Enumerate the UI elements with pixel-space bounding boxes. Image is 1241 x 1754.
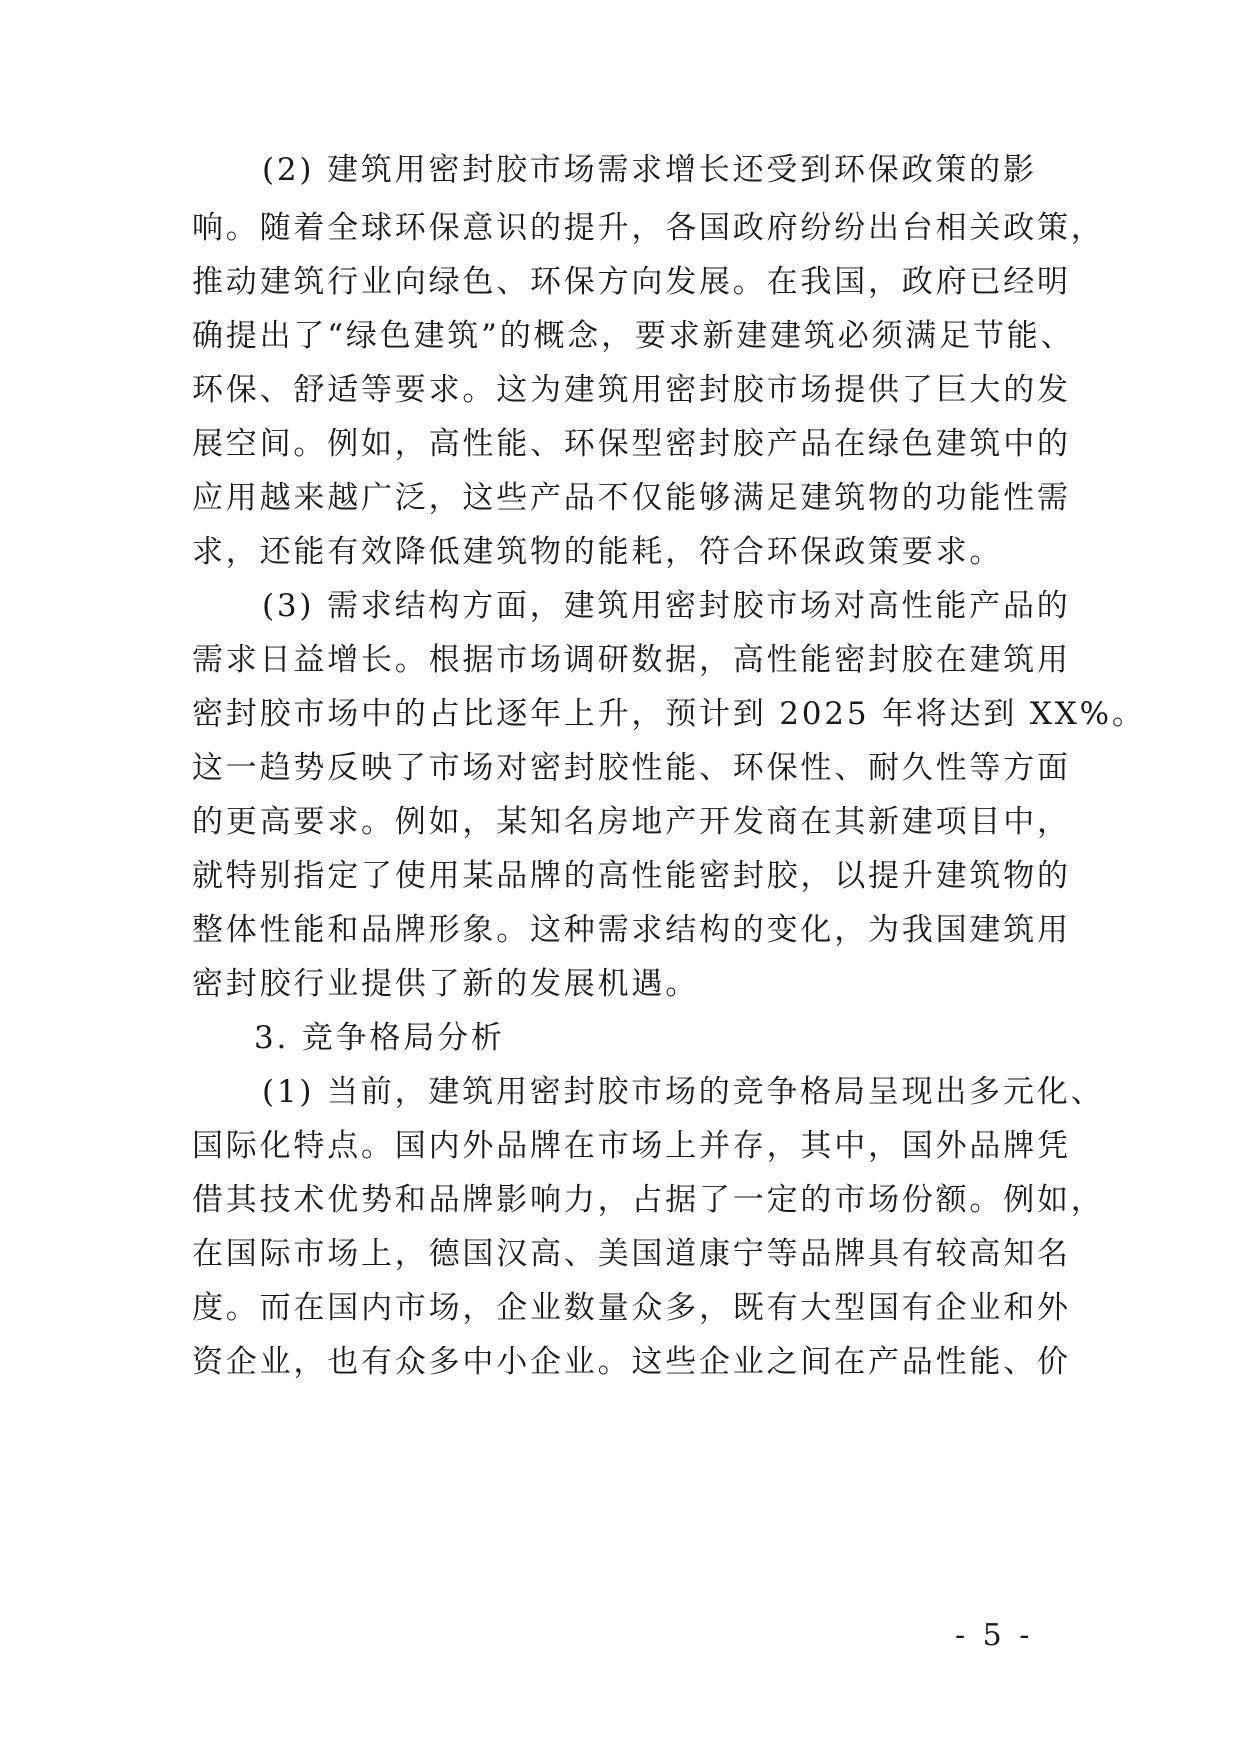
paragraph-3-line-6: 资企业，也有众多中小企业。这些企业之间在产品性能、价	[192, 1344, 1071, 1380]
paragraph-1-line-1: (2) 建筑用密封胶市场需求增长还受到环保政策的影	[262, 152, 1037, 188]
paragraph-1-line-2: 响。随着全球环保意识的提升，各国政府纷纷出台相关政策，	[192, 210, 1105, 246]
paragraph-1-line-4: 确提出了“绿色建筑”的概念，要求新建建筑必须满足节能、	[192, 318, 1075, 354]
paragraph-2-line-8: 密封胶行业提供了新的发展机遇。	[192, 966, 699, 1002]
paragraph-3-line-3: 借其技术优势和品牌影响力，占据了一定的市场份额。例如，	[192, 1182, 1105, 1218]
paragraph-2-line-6: 就特别指定了使用某品牌的高性能密封胶，以提升建筑物的	[192, 858, 1071, 894]
paragraph-3-line-2: 国际化特点。国内外品牌在市场上并存，其中，国外品牌凭	[192, 1128, 1071, 1164]
paragraph-1-line-6: 展空间。例如，高性能、环保型密封胶产品在绿色建筑中的	[192, 426, 1071, 462]
paragraph-2-line-5: 的更高要求。例如，某知名房地产开发商在其新建项目中，	[192, 804, 1071, 840]
paragraph-3-line-5: 度。而在国内市场，企业数量众多，既有大型国有企业和外	[192, 1290, 1071, 1326]
paragraph-2-line-1: (3) 需求结构方面，建筑用密封胶市场对高性能产品的	[262, 588, 1071, 624]
paragraph-2-line-2: 需求日益增长。根据市场调研数据，高性能密封胶在建筑用	[192, 642, 1071, 678]
paragraph-3-line-1: (1) 当前，建筑用密封胶市场的竞争格局呈现出多元化、	[262, 1074, 1105, 1110]
paragraph-1-line-3: 推动建筑行业向绿色、环保方向发展。在我国，政府已经明	[192, 264, 1071, 300]
section-heading: 3. 竞争格局分析	[254, 1020, 505, 1056]
paragraph-3-line-4: 在国际市场上，德国汉高、美国道康宁等品牌具有较高知名	[192, 1236, 1071, 1272]
paragraph-1-line-8: 求，还能有效降低建筑物的能耗，符合环保政策要求。	[192, 534, 1004, 570]
paragraph-2-line-4: 这一趋势反映了市场对密封胶性能、环保性、耐久性等方面	[192, 750, 1071, 786]
page-number: - 5 -	[955, 1618, 1034, 1653]
paragraph-2-line-7: 整体性能和品牌形象。这种需求结构的变化，为我国建筑用	[192, 912, 1071, 948]
paragraph-2-line-3: 密封胶市场中的占比逐年上升，预计到 2025 年将达到 XX%。	[192, 696, 1146, 732]
paragraph-1-line-7: 应用越来越广泛，这些产品不仅能够满足建筑物的功能性需	[192, 480, 1071, 516]
paragraph-1-line-5: 环保、舒适等要求。这为建筑用密封胶市场提供了巨大的发	[192, 372, 1071, 408]
